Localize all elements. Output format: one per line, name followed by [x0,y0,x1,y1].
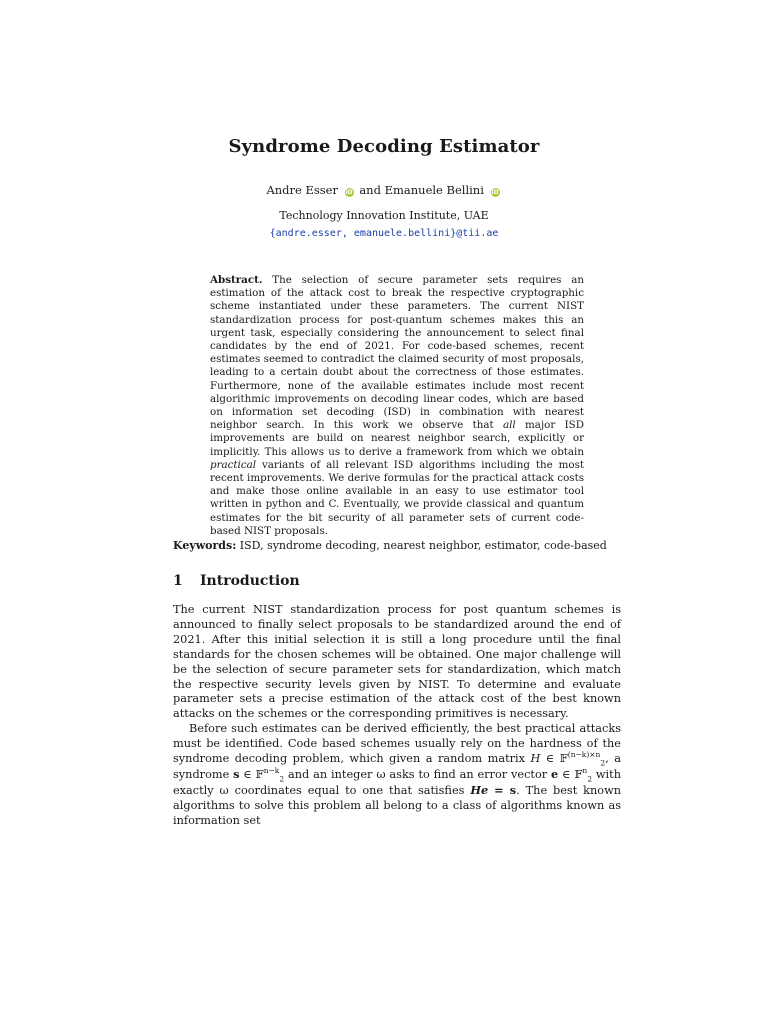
paragraph-2-text-a: Before such estimates can be derived efficiently, the best practical attacks must be identified. Code based schemes usually rely on the hardness of the syndrome decoding problem, which given a random matrix [173,722,621,766]
keywords-text: ISD, syndrome decoding, nearest neighbor, estimator, code-based [239,539,607,552]
math-subscript: 2 [279,774,285,784]
keywords-label: Keywords: [173,539,237,552]
author-connector: and [359,183,381,197]
section-number: 1 [173,573,183,589]
math-in-field: ∈ 𝔽 [243,767,264,781]
affiliation: Technology Innovation Institute, UAE [279,209,489,222]
keywords [173,539,623,553]
author-name-1: Andre Esser [266,183,338,197]
math-error-e: e [551,766,559,781]
abstract-label: Abstract. [210,274,263,286]
abstract-text-1: The selection of secure parameter sets requires an estimation of the attack cost to break the respective cryptographic scheme instantiated under these parameters. The current NIST standardization process for post-quantum schemes makes this an urgent task, especially considering the announcement to select final candidates by the end of 2021. For code-based schemes, recent estimates seemed to contradict the claimed security of most proposals, leading to a certain doubt about the correctness of those estimates. Furthermore, none of the available estimates include most recent algorithmic improvements on decoding linear codes, which are based on information set decoding (ISD) in combination with nearest neighbor search. In this work we observe that [210,274,584,432]
math-subscript: 2 [600,758,606,768]
math-subscript: 2 [587,774,592,784]
math-eq-s: = s [494,782,517,797]
paragraph-2 [173,722,621,828]
math-exponent: n−k [263,766,280,776]
math-in-field: ∈ 𝔽 [545,752,568,766]
section-title: Introduction [200,573,300,589]
author-email-link[interactable]: {andre.esser, emanuele.bellini}@tii.ae [269,228,499,239]
math-he: He [470,782,489,797]
math-matrix-h: H [530,752,541,766]
author-name-2: Emanuele Bellini [384,183,484,197]
abstract-emphasis-practical: practical [210,458,257,471]
abstract-text-2: major ISD improvements are build on nearest neighbor search, explicitly or implicitly. This allows us to derive a framework from which we obtain [210,419,584,458]
paragraph-1: The current NIST standardization process for post quantum schemes is announced to finally select proposals to be standardized around the end of 2021. After this initial selection it is still a long procedure until the final standards for the chosen schemes will be obtained. One major challenge will be the selection of secure parameter sets for standardization, which match the respective security levels given by NIST. To determine and evaluate parameter sets a precise estimation of the attack cost of the best known attacks on the schemes or the corresponding primitives is necessary. [173,603,621,721]
paragraph-2-text-d: with exactly ω coordinates equal to one that satisfies [173,767,621,797]
math-syndrome-s: s [233,766,240,781]
abstract [210,274,584,538]
body-text [173,603,621,829]
section-heading [173,573,300,589]
orcid-icon[interactable]: iD [491,189,499,196]
author-line [0,183,768,197]
paragraph-2-text-e: . The best known algorithms to solve this problem all belong to a class of algorithms known as information set [173,783,622,827]
paper-title: Syndrome Decoding Estimator [228,136,540,157]
math-exponent: n [582,766,588,776]
orcid-icon[interactable]: iD [345,189,353,196]
abstract-emphasis-all: all [502,419,516,432]
abstract-text-3: variants of all relevant ISD algorithms including the most recent improvements. We derive formulas for the practical attack costs and make those online available in an easy to use estimator tool written in python and C. Eventually, we provide classical and quantum estimates for the bit security of all parameter sets of current code-based NIST proposals. [210,458,584,537]
paragraph-2-text-b: , a syndrome [173,752,622,781]
math-exponent: (n−k)×n [567,750,601,760]
paragraph-2-text-c: and an integer ω asks to find an error vector [288,767,548,781]
math-in-field: ∈ 𝔽 [562,767,583,781]
